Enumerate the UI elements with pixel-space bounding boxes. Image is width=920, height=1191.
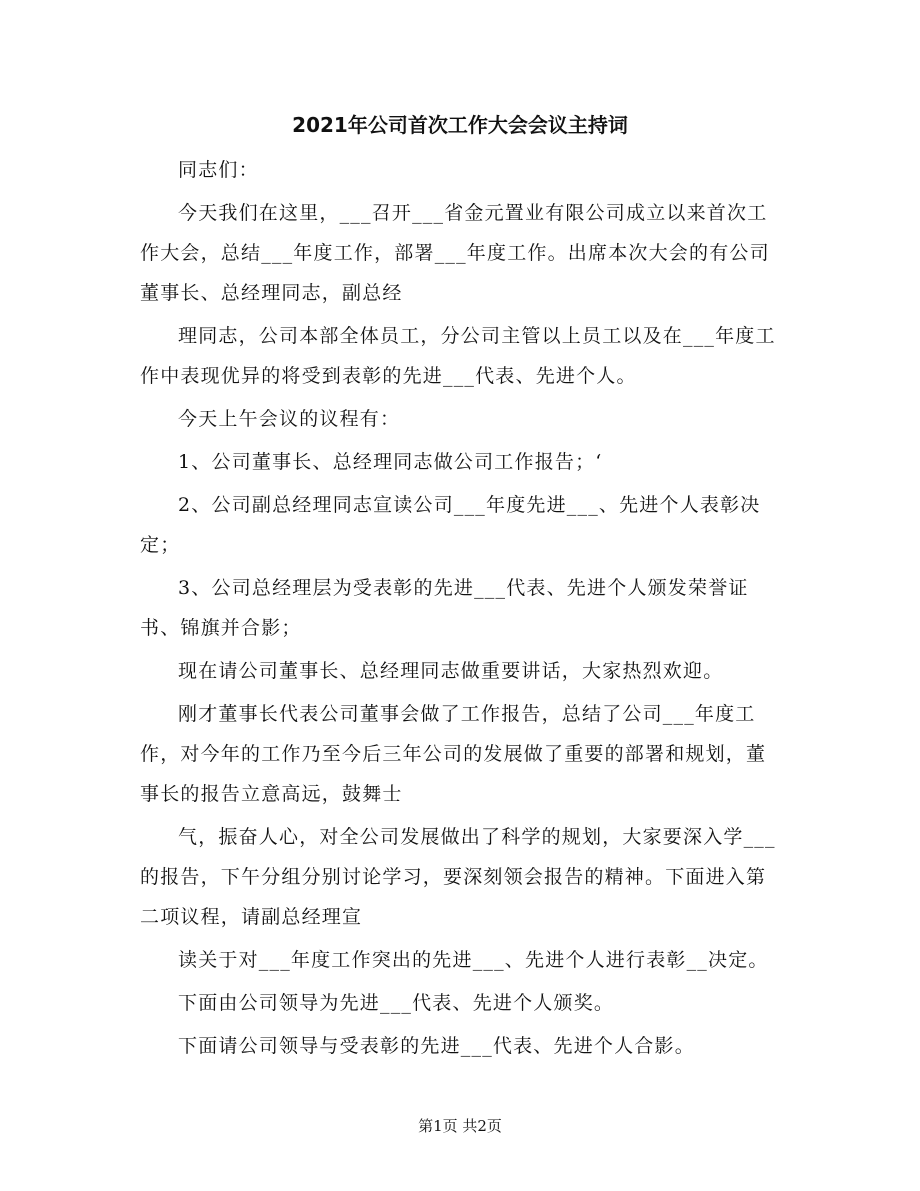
paragraph-invite-speech: 现在请公司董事长、总经理同志做重要讲话，大家热烈欢迎。 — [178, 660, 724, 682]
page-footer: 第1页 共2页 — [418, 1117, 502, 1135]
paragraph-report-study: 气，振奋人心，对全公司发展做出了科学的规划，大家要深入学___的报告，下午分组分别讨论学习，要深刻领会报告的精神。下面进入第二项议程，请副总经理宣 — [140, 826, 776, 928]
paragraph-agenda-item-3: 3、公司总经理层为受表彰的先进___代表、先进个人颁发荣誉证书、锦旗并合影； — [140, 577, 749, 639]
paragraph-agenda-intro: 今天上午会议的议程有： — [178, 408, 401, 430]
paragraph-attendees: 理同志，公司本部全体员工，分公司主管以上员工以及在___年度工作中表现优异的将受到表彰的先进___代表、先进个人。 — [140, 325, 776, 387]
paragraph-group-photo: 下面请公司领导与受表彰的先进___代表、先进个人合影。 — [178, 1035, 695, 1057]
paragraph-opening: 今天我们在这里，___召开___省金元置业有限公司成立以来首次工作大会，总结___年度工作，部署___年度工作。出席本次大会的有公司董事长、总经理同志，副总经 — [140, 202, 770, 304]
paragraph-greeting: 同志们： — [178, 159, 259, 181]
paragraph-awards: 下面由公司领导为先进___代表、先进个人颁奖。 — [178, 992, 615, 1014]
paragraph-report-summary: 刚才董事长代表公司董事会做了工作报告，总结了公司___年度工作，对今年的工作乃至今后三年公司的发展做了重要的部署和规划，董事长的报告立意高远，鼓舞士 — [140, 703, 767, 805]
document-body — [140, 150, 780, 1069]
paragraph-commendation: 读关于对___年度工作突出的先进___、先进个人进行表彰__决定。 — [178, 949, 769, 971]
document-title: 2021年公司首次工作大会会议主持词 — [292, 113, 628, 137]
paragraph-agenda-item-1: 1、公司董事长、总经理同志做公司工作报告；‘ — [178, 451, 603, 473]
paragraph-agenda-item-2: 2、公司副总经理同志宣读公司___年度先进___、先进个人表彰决定； — [140, 494, 761, 556]
